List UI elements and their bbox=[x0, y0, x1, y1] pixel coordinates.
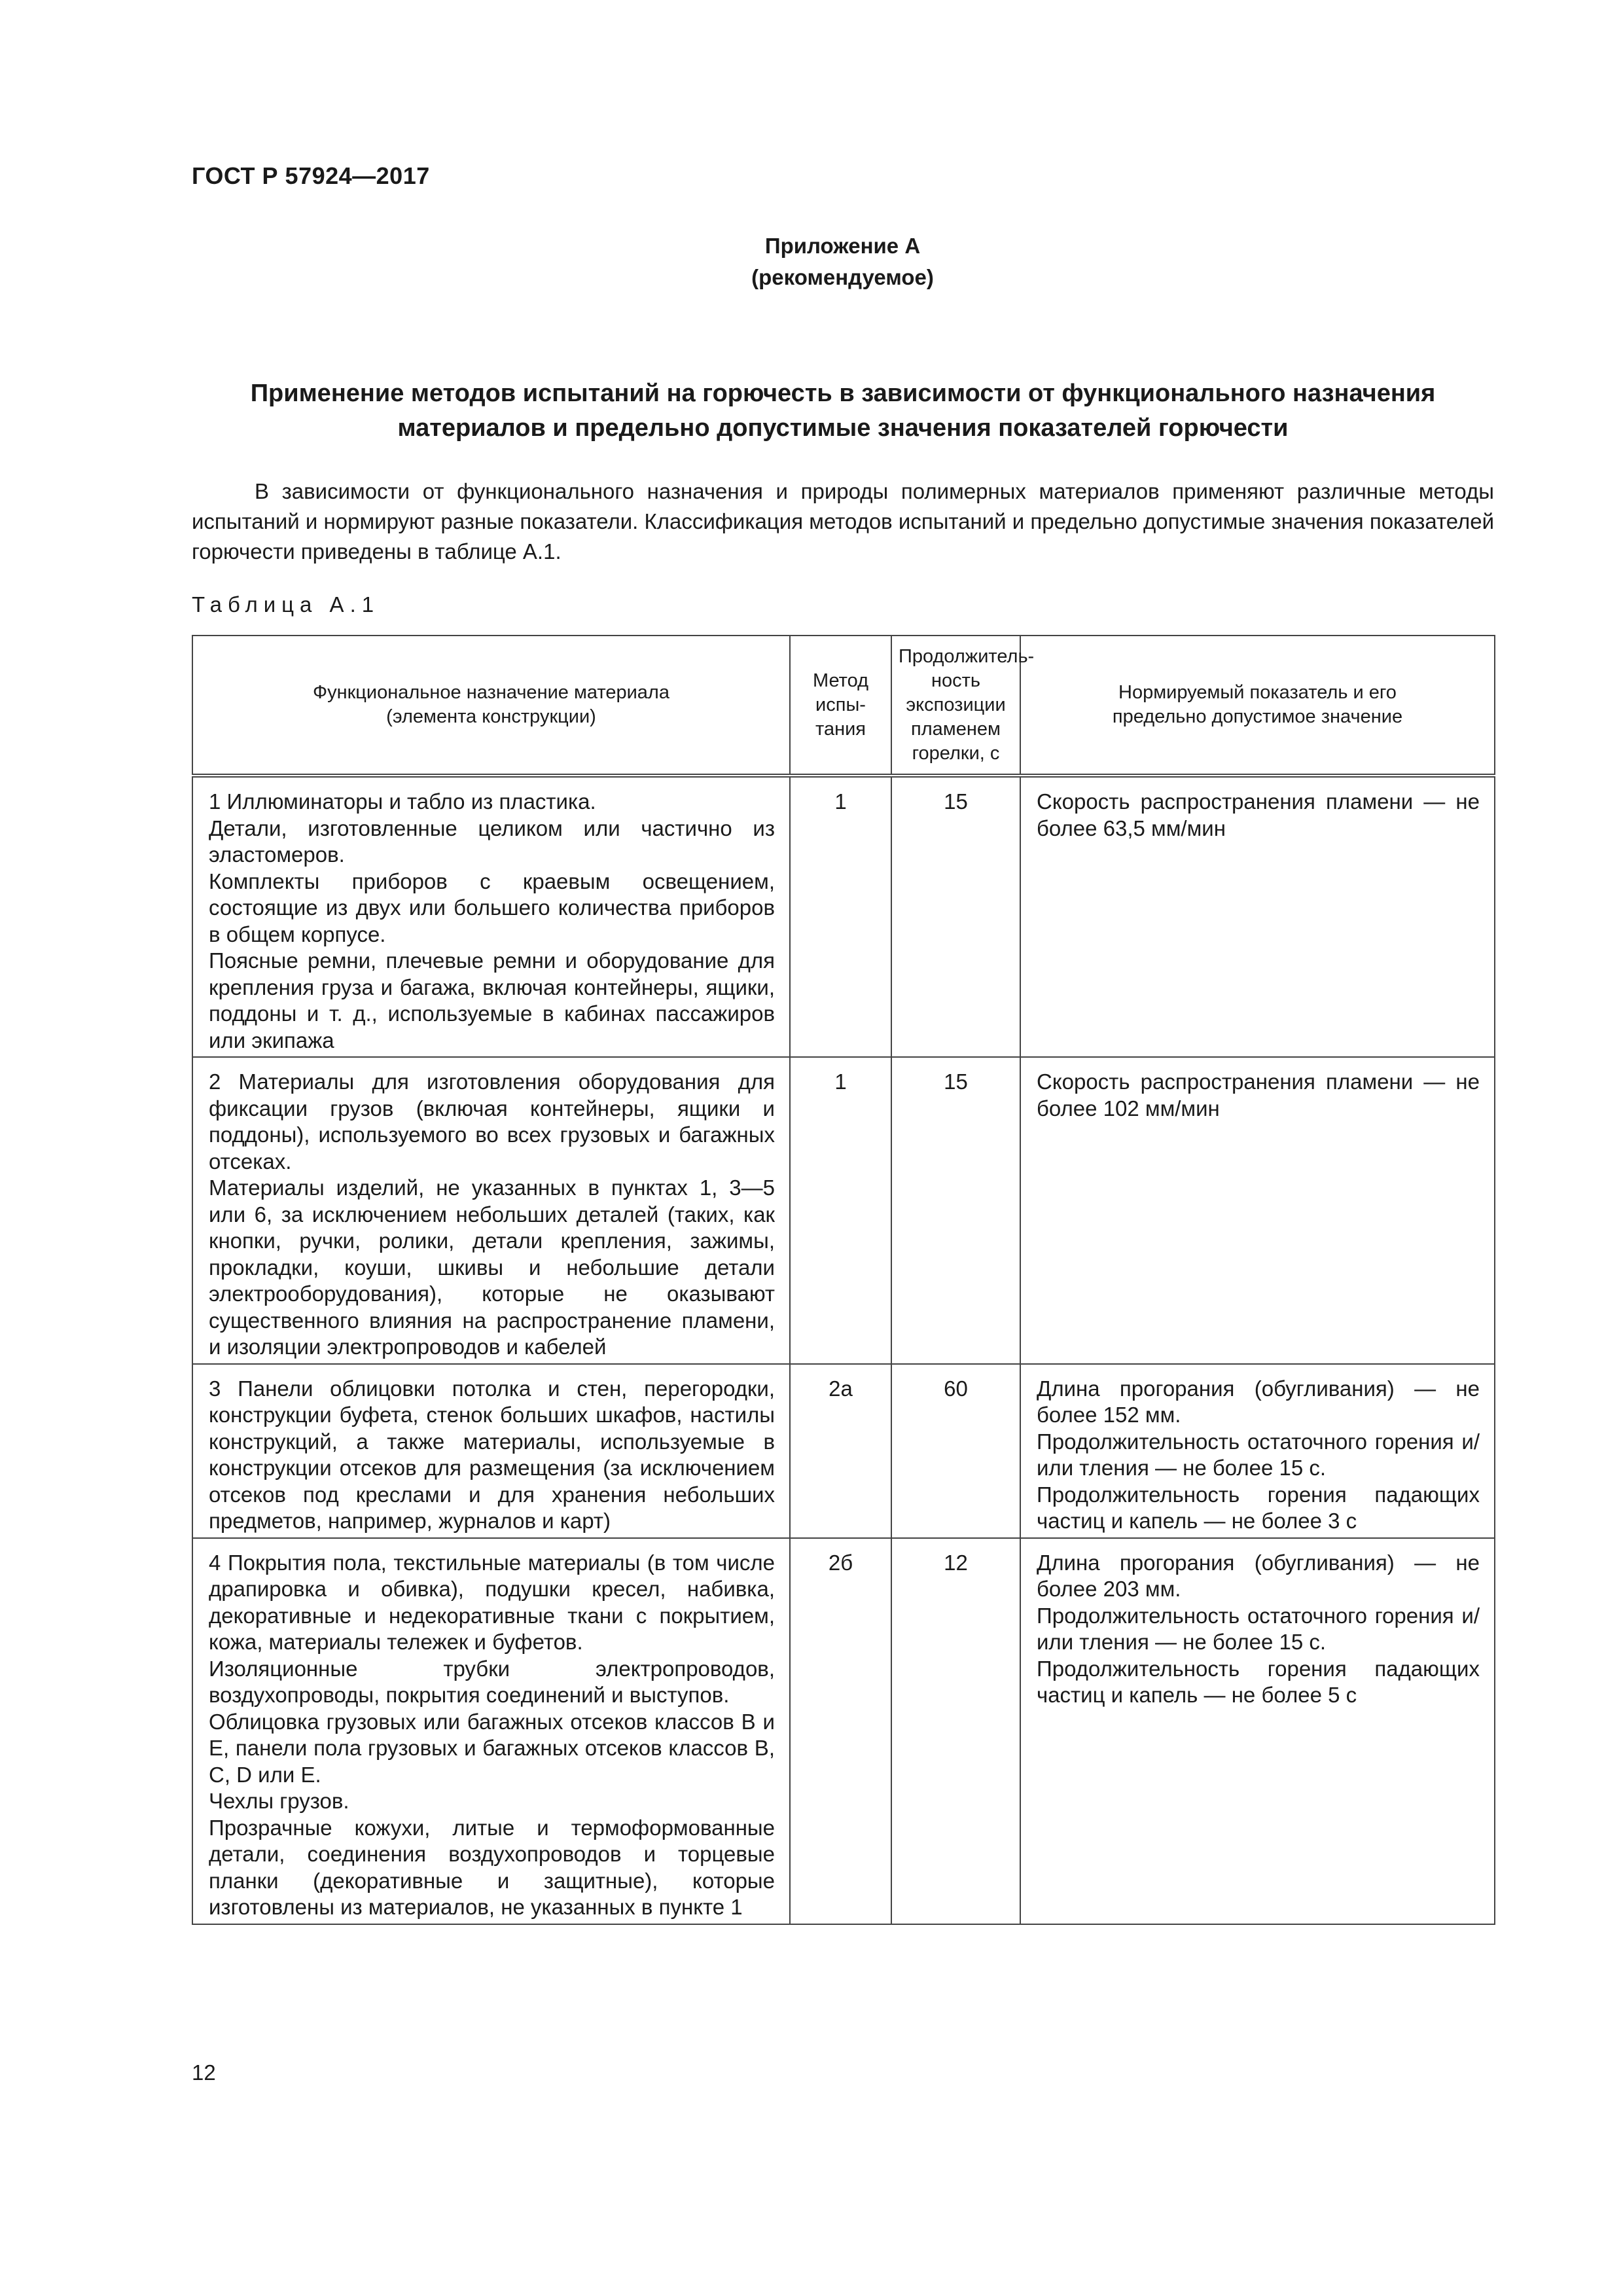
cell-text: Скорость распространения пламени — не более 102 мм/мин bbox=[1037, 1069, 1480, 1121]
header-norm bbox=[1020, 636, 1495, 776]
header-text: горелки, с bbox=[912, 742, 1000, 764]
intro-paragraph: В зависимости от функционального назначения и природы полимерных материалов применяют различные методы испытаний и нормируют разные показатели. Классификация методов испытаний и предельно допустимые значения показателей горючести приведены в таблице А.1. bbox=[192, 479, 1494, 564]
cell-text: Комплекты приборов с краевым освещением, состоящие из двух или большего количества приборов в общем корпусе. bbox=[209, 869, 775, 946]
header-exposure bbox=[891, 636, 1035, 776]
cell-text: 3 Панели облицовки потолка и стен, перегородки, конструкции буфета, стенок больших шкафов, настилы конструкций, а также материалы, используемые в конструкции отсеков для размещения (за исключением отсеков под креслами и для хранения небольших предметов, например, журналов и карт) bbox=[209, 1376, 775, 1533]
cell-text: Длина прогорания (обугливания) — не более 203 мм. bbox=[1037, 1550, 1480, 1601]
cell-norm bbox=[1020, 1538, 1495, 1924]
cell-exposure: 15 bbox=[891, 776, 1020, 1057]
cell-text: Материалы изделий, не указанных в пунктах 1, 3—5 или 6, за исключением небольших деталей (таких, как кнопки, ручки, ролики, детали крепления, зажимы, прокладки, коуши, шкивы и небольшие детали электрооборудования), которые не оказывают существенного влияния на распространение пламени, и изоляции электропроводов и кабелей bbox=[209, 1175, 775, 1359]
document-code: ГОСТ Р 57924—2017 bbox=[192, 162, 430, 189]
cell-method: 2а bbox=[790, 1364, 891, 1538]
cell-text: Чехлы грузов. bbox=[209, 1789, 349, 1813]
annex-title: Приложение А bbox=[764, 234, 921, 258]
cell-purpose bbox=[192, 1364, 790, 1538]
cell-text: Продолжительность горения падающих частиц и капель — не более 3 с bbox=[1037, 1482, 1480, 1533]
header-text: Метод bbox=[812, 670, 869, 691]
cell-text: Скорость распространения пламени — не более 63,5 мм/мин bbox=[1037, 789, 1480, 840]
section-title-line: Применение методов испытаний на горючесть в зависимости от функционального назначения bbox=[250, 380, 1436, 407]
table-header-row bbox=[192, 636, 1495, 776]
cell-norm bbox=[1020, 1057, 1495, 1364]
cell-norm bbox=[1020, 1364, 1495, 1538]
cell-method: 2б bbox=[790, 1538, 891, 1924]
cell-purpose bbox=[192, 776, 790, 1057]
header-text: пламенем bbox=[911, 718, 1001, 740]
cell-purpose bbox=[192, 1057, 790, 1364]
cell-exposure: 60 bbox=[891, 1364, 1020, 1538]
section-title bbox=[192, 376, 1494, 446]
table-row bbox=[192, 776, 1495, 1057]
header-text: Нормируемый показатель и его bbox=[1118, 682, 1397, 703]
header-purpose bbox=[192, 636, 790, 776]
header-text: тания bbox=[815, 718, 866, 740]
cell-text: Поясные ремни, плечевые ремни и оборудование для крепления груза и багажа, включая контейнеры, ящики, поддоны и т. д., используемые в кабинах пассажиров или экипажа bbox=[209, 948, 775, 1052]
cell-text: 4 Покрытия пола, текстильные материалы (в том числе драпировка и обивка), подушки кресел, набивка, декоративные и недекоративные ткани с покрытием, кожа, материалы тележек и буфетов. bbox=[209, 1550, 775, 1654]
cell-text: Прозрачные кожухи, литые и термоформованные детали, соединения воздухопроводов и торцевые планки (декоративные и защитные), которые изготовлены из материалов, не указанных в пункте 1 bbox=[209, 1815, 775, 1919]
cell-text: Детали, изготовленные целиком или частично из эластомеров. bbox=[209, 816, 775, 867]
header-text: испы- bbox=[815, 694, 866, 715]
header-text: ность экспозиции bbox=[906, 670, 1006, 715]
cell-text: Продолжительность горения падающих частиц и капель — не более 5 с bbox=[1037, 1656, 1480, 1707]
cell-norm bbox=[1020, 776, 1495, 1057]
cell-text: Длина прогорания (обугливания) — не более 152 мм. bbox=[1037, 1376, 1480, 1427]
header-method bbox=[790, 636, 891, 776]
flammability-table bbox=[192, 635, 1495, 1925]
table-row bbox=[192, 1057, 1495, 1364]
header-text: предельно допустимое значение bbox=[1112, 706, 1403, 727]
cell-text: Продолжительность остаточного горения и/или тления — не более 15 с. bbox=[1037, 1603, 1480, 1654]
header-text: Продолжитель- bbox=[899, 645, 1035, 667]
table-row bbox=[192, 1364, 1495, 1538]
cell-exposure: 15 bbox=[891, 1057, 1020, 1364]
cell-method: 1 bbox=[790, 1057, 891, 1364]
cell-text: 2 Материалы для изготовления оборудования для фиксации грузов (включая контейнеры, ящики и поддоны), используемого во всех грузовых и багажных отсеках. bbox=[209, 1069, 775, 1174]
page-number: 12 bbox=[192, 2060, 216, 2085]
table-caption: Таблица А.1 bbox=[192, 592, 380, 617]
cell-method: 1 bbox=[790, 776, 891, 1057]
cell-text: Облицовка грузовых или багажных отсеков классов B и E, панели пола грузовых и багажных отсеков классов B, C, D или E. bbox=[209, 1709, 775, 1787]
header-text: Функциональное назначение материала bbox=[313, 682, 669, 703]
cell-exposure: 12 bbox=[891, 1538, 1020, 1924]
cell-text: Продолжительность остаточного горения и/или тления — не более 15 с. bbox=[1037, 1429, 1480, 1480]
annex-heading bbox=[0, 230, 1623, 293]
table-row bbox=[192, 1538, 1495, 1924]
cell-text: Изоляционные трубки электропроводов, воздухопроводы, покрытия соединений и выступов. bbox=[209, 1656, 775, 1707]
annex-status: (рекомендуемое) bbox=[751, 265, 934, 289]
header-text: (элемента конструкции) bbox=[386, 706, 596, 727]
cell-text: 1 Иллюминаторы и табло из пластика. bbox=[209, 789, 596, 814]
cell-purpose bbox=[192, 1538, 790, 1924]
section-title-line: материалов и предельно допустимые значения показателей горючести bbox=[397, 414, 1289, 442]
